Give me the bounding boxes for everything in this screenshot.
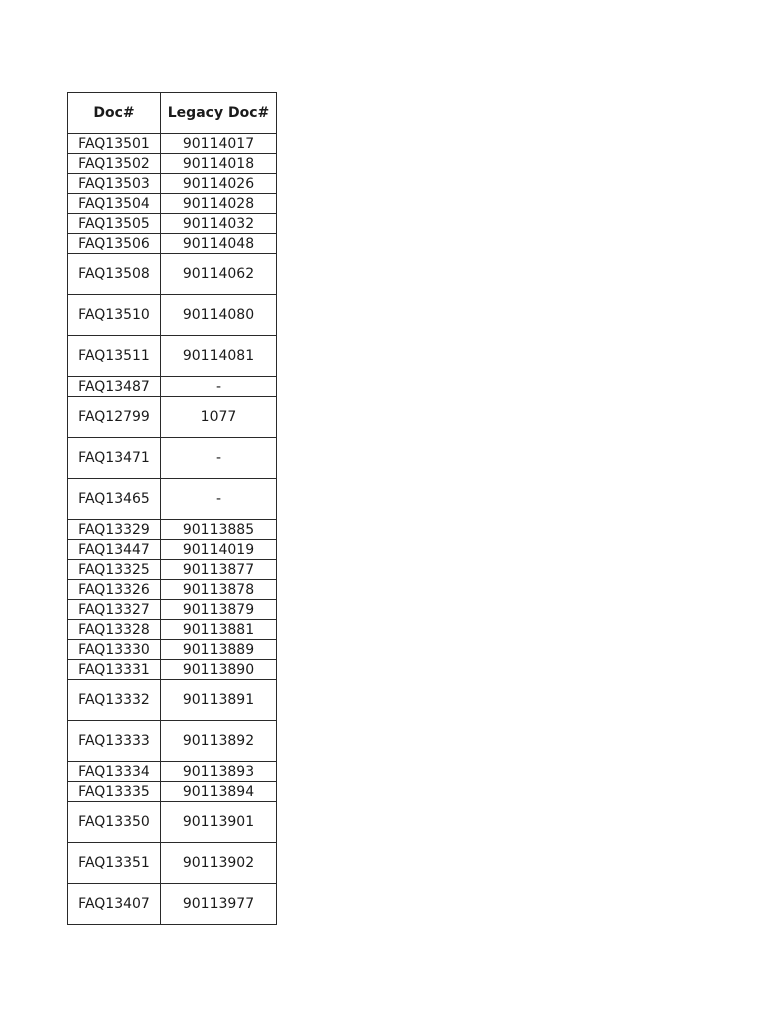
table-header <box>68 93 277 134</box>
doc-number-cell: FAQ13326 <box>68 580 161 600</box>
doc-number-cell: FAQ13508 <box>68 254 161 295</box>
legacy-doc-number-cell: 90113894 <box>161 782 277 802</box>
table-row <box>68 560 277 580</box>
doc-number-cell: FAQ13350 <box>68 802 161 843</box>
doc-number-cell: FAQ13330 <box>68 640 161 660</box>
table-row <box>68 194 277 214</box>
table-body <box>68 134 277 925</box>
legacy-doc-number-cell: - <box>161 479 277 520</box>
doc-number-cell: FAQ13471 <box>68 438 161 479</box>
table-row <box>68 336 277 377</box>
legacy-doc-number-cell: 90114019 <box>161 540 277 560</box>
doc-number-cell: FAQ13332 <box>68 680 161 721</box>
table-row <box>68 438 277 479</box>
legacy-doc-number-cell: 90114062 <box>161 254 277 295</box>
doc-number-cell: FAQ13506 <box>68 234 161 254</box>
table-row <box>68 721 277 762</box>
doc-number-cell: FAQ13327 <box>68 600 161 620</box>
doc-number-cell: FAQ13447 <box>68 540 161 560</box>
legacy-doc-number-cell: 90113878 <box>161 580 277 600</box>
doc-number-cell: FAQ13351 <box>68 843 161 884</box>
legacy-doc-number-cell: 90114018 <box>161 154 277 174</box>
doc-number-cell: FAQ13504 <box>68 194 161 214</box>
table-row <box>68 660 277 680</box>
legacy-doc-number-cell: 90114032 <box>161 214 277 234</box>
table-row <box>68 580 277 600</box>
table-row <box>68 479 277 520</box>
legacy-doc-number-cell: 90114081 <box>161 336 277 377</box>
doc-number-cell: FAQ13333 <box>68 721 161 762</box>
legacy-doc-number-cell: - <box>161 438 277 479</box>
legacy-doc-number-cell: 90113892 <box>161 721 277 762</box>
table-row <box>68 254 277 295</box>
table-row <box>68 234 277 254</box>
legacy-doc-number-cell: - <box>161 377 277 397</box>
table-row <box>68 620 277 640</box>
table-row <box>68 154 277 174</box>
legacy-doc-number-cell: 90114080 <box>161 295 277 336</box>
doc-number-cell: FAQ13511 <box>68 336 161 377</box>
table-row <box>68 174 277 194</box>
legacy-doc-number-cell: 90113877 <box>161 560 277 580</box>
doc-number-cell: FAQ13502 <box>68 154 161 174</box>
legacy-doc-number-cell: 90114048 <box>161 234 277 254</box>
doc-number-cell: FAQ13328 <box>68 620 161 640</box>
doc-number-cell: FAQ13503 <box>68 174 161 194</box>
table-row <box>68 600 277 620</box>
table-row <box>68 134 277 154</box>
table-row <box>68 295 277 336</box>
doc-number-cell: FAQ13329 <box>68 520 161 540</box>
column-header-doc: Doc# <box>68 93 161 134</box>
table-row <box>68 397 277 438</box>
table-row <box>68 802 277 843</box>
legacy-doc-number-cell: 90113891 <box>161 680 277 721</box>
legacy-doc-number-cell: 90113885 <box>161 520 277 540</box>
legacy-doc-number-cell: 1077 <box>161 397 277 438</box>
doc-number-cell: FAQ13465 <box>68 479 161 520</box>
legacy-doc-number-cell: 90113977 <box>161 884 277 925</box>
doc-number-cell: FAQ13501 <box>68 134 161 154</box>
legacy-doc-number-cell: 90113889 <box>161 640 277 660</box>
table-row <box>68 884 277 925</box>
doc-mapping-table <box>67 92 277 925</box>
table-row <box>68 377 277 397</box>
legacy-doc-number-cell: 90113893 <box>161 762 277 782</box>
table-row <box>68 540 277 560</box>
table-row <box>68 520 277 540</box>
table-row <box>68 762 277 782</box>
legacy-doc-number-cell: 90114017 <box>161 134 277 154</box>
doc-number-cell: FAQ13487 <box>68 377 161 397</box>
table-row <box>68 640 277 660</box>
legacy-doc-number-cell: 90114028 <box>161 194 277 214</box>
doc-number-cell: FAQ13505 <box>68 214 161 234</box>
doc-number-cell: FAQ12799 <box>68 397 161 438</box>
legacy-doc-number-cell: 90113901 <box>161 802 277 843</box>
table-header-row <box>68 93 277 134</box>
table-row <box>68 782 277 802</box>
doc-number-cell: FAQ13407 <box>68 884 161 925</box>
legacy-doc-number-cell: 90114026 <box>161 174 277 194</box>
doc-number-cell: FAQ13510 <box>68 295 161 336</box>
table-row <box>68 680 277 721</box>
doc-number-cell: FAQ13325 <box>68 560 161 580</box>
legacy-doc-number-cell: 90113881 <box>161 620 277 640</box>
legacy-doc-number-cell: 90113890 <box>161 660 277 680</box>
table-row <box>68 214 277 234</box>
legacy-doc-number-cell: 90113879 <box>161 600 277 620</box>
legacy-doc-number-cell: 90113902 <box>161 843 277 884</box>
doc-number-cell: FAQ13334 <box>68 762 161 782</box>
table-row <box>68 843 277 884</box>
doc-number-cell: FAQ13331 <box>68 660 161 680</box>
doc-number-cell: FAQ13335 <box>68 782 161 802</box>
column-header-legacy-doc: Legacy Doc# <box>161 93 277 134</box>
